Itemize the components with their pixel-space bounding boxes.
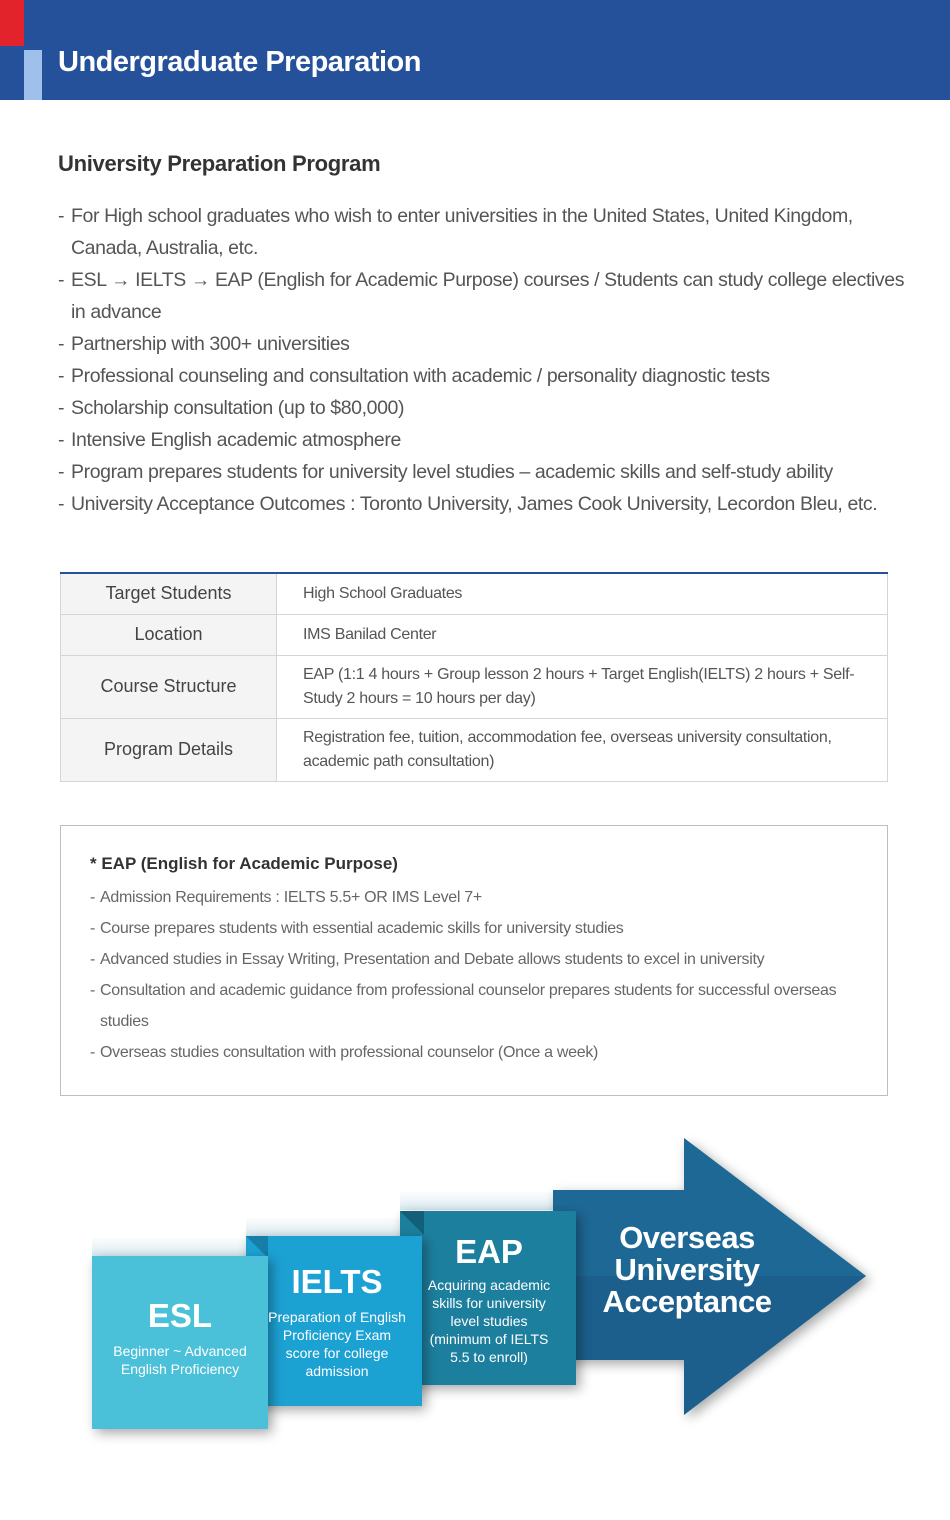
eap-item: - Course prepares students with essential academic skills for university studies <box>90 913 850 944</box>
program-bullet: - For High school graduates who wish to enter universities in the United States, United Kingdom, Canada, Australia, etc. <box>58 200 918 264</box>
step-name: IELTS <box>291 1263 383 1300</box>
row-value: EAP (1:1 4 hours + Group lesson 2 hours + Target English(IELTS) 2 hours + Self-Study 2 hours = 10 hours per day) <box>277 655 888 718</box>
program-bullet: - Intensive English academic atmosphere <box>58 424 918 456</box>
page-header <box>0 0 950 100</box>
esl-top-shade <box>92 1238 268 1256</box>
program-info-table <box>60 572 888 782</box>
program-bullet: - ESL → IELTS → EAP (English for Academic Purpose) courses / Students can study college electives in advance <box>58 264 918 328</box>
row-value: Registration fee, tuition, accommodation fee, overseas university consultation, academic path consultation) <box>277 718 888 781</box>
program-bullet: - Scholarship consultation (up to $80,000) <box>58 392 918 424</box>
step-esl <box>92 1296 268 1378</box>
step-name: ESL <box>147 1297 213 1334</box>
row-label: Location <box>61 614 277 655</box>
table-row <box>61 573 888 614</box>
program-bullet-list <box>58 200 918 520</box>
ielts-top-shade <box>246 1218 422 1236</box>
row-label: Target Students <box>61 573 277 614</box>
row-value: IMS Banilad Center <box>277 614 888 655</box>
step-desc: Preparation of English Proficiency Exam score for college admission <box>268 1309 406 1379</box>
eap-top-shade <box>400 1192 576 1210</box>
table-row <box>61 718 888 781</box>
program-title: University Preparation Program <box>58 151 381 176</box>
step-eap <box>422 1232 556 1366</box>
eap-item: - Consultation and academic guidance from professional counselor prepares students for successful overseas studies <box>90 975 850 1037</box>
header-light-accent <box>24 50 42 100</box>
step-acceptance <box>592 1222 782 1318</box>
step-name: EAP <box>455 1233 523 1270</box>
step-desc: Acquiring academic skills for university level studies (minimum of IELTS 5.5 to enroll) <box>427 1277 551 1365</box>
page-title: Undergraduate Preparation <box>58 46 421 78</box>
table-row <box>61 614 888 655</box>
program-bullet: - Professional counseling and consultation with academic / personality diagnostic tests <box>58 360 918 392</box>
step-ielts <box>268 1262 406 1380</box>
eap-item: - Admission Requirements : IELTS 5.5+ OR IMS Level 7+ <box>90 882 850 913</box>
program-bullet: - Partnership with 300+ universities <box>58 328 918 360</box>
step-desc: Beginner ~ Advanced English Proficiency <box>113 1343 247 1377</box>
header-red-accent <box>0 0 24 46</box>
eap-item: - Advanced studies in Essay Writing, Presentation and Debate allows students to excel in university <box>90 944 850 975</box>
program-bullet: - Program prepares students for university level studies – academic skills and self-study ability <box>58 456 918 488</box>
table-row <box>61 655 888 718</box>
pathway-diagram <box>0 1110 950 1470</box>
step-name: Overseas University Acceptance <box>602 1220 772 1319</box>
eap-item-list <box>90 882 850 1068</box>
eap-title: * EAP (English for Academic Purpose) <box>90 854 398 873</box>
row-label: Course Structure <box>61 655 277 718</box>
eap-item: - Overseas studies consultation with professional counselor (Once a week) <box>90 1037 850 1068</box>
program-bullet: - University Acceptance Outcomes : Toronto University, James Cook University, Lecordon Bleu, etc. <box>58 488 918 520</box>
eap-info-box <box>60 825 888 1096</box>
row-label: Program Details <box>61 718 277 781</box>
row-value: High School Graduates <box>277 573 888 614</box>
